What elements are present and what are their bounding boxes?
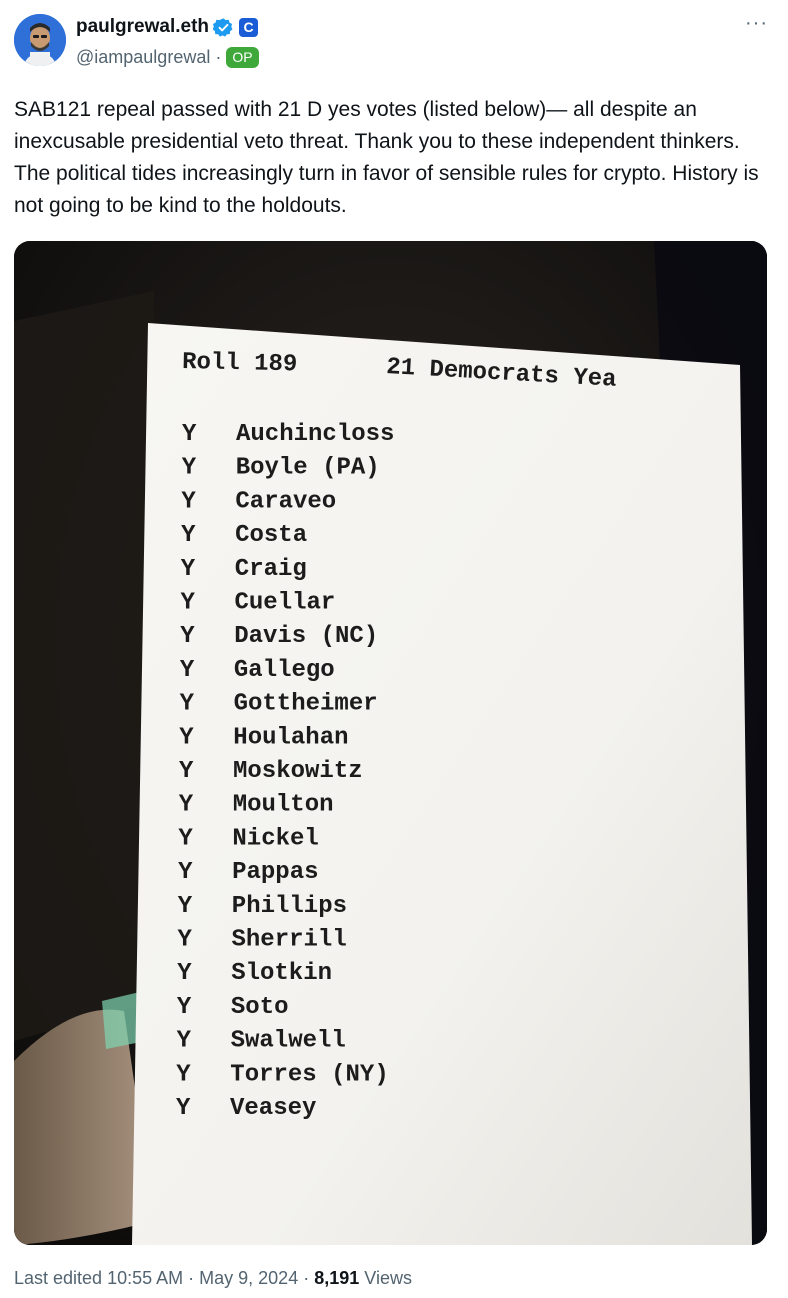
vote-mark: Y [177,892,193,920]
vote-mark: Y [176,1061,191,1089]
vote-mark: Y [182,421,197,448]
member-name: Torres (NY) [230,1061,389,1089]
vote-mark: Y [179,690,195,718]
user-handle[interactable]: @iampaulgrewal [76,46,211,67]
vote-mark: Y [179,758,194,785]
vote-mark: Y [176,1027,192,1055]
vote-mark: Y [180,623,195,651]
vote-mark: Y [181,488,196,516]
member-name: Cuellar [234,589,336,617]
tweet-header [14,12,774,72]
member-name: Davis (NC) [234,623,379,651]
member-name: Gallego [233,656,335,684]
member-name: Gottheimer [233,690,378,718]
vote-mark: Y [181,454,197,482]
member-name: Auchincloss [236,421,395,448]
views-label[interactable]: Views [364,1268,412,1288]
tweet-meta [14,1268,412,1289]
vote-mark: Y [178,791,194,819]
separator-dot: · [215,46,222,67]
member-name: Craig [234,555,307,583]
tweet-text: SAB121 repeal passed with 21 D yes votes (listed below)— all despite an inexcusable presidential veto threat. Thank you to these independent thinkers. The political tides increasingly turn in favor of sensible rules for crypto. History is not going to be kind to the holdouts. [14,98,759,217]
member-name: Costa [235,522,308,550]
vote-mark: Y [179,724,194,752]
member-name: Swalwell [230,1027,346,1055]
more-options-icon[interactable]: ··· [745,12,768,34]
op-badge: OP [226,47,258,68]
vote-mark: Y [179,656,195,684]
display-name[interactable]: paulgrewal.eth [76,16,210,37]
member-name: Caraveo [235,488,337,516]
vote-mark: Y [178,825,193,853]
vote-mark: Y [181,522,196,550]
vote-mark: Y [176,993,192,1021]
receipt-caption: 21 Democrats Yea [385,354,618,394]
vote-mark: Y [178,859,193,887]
verified-badge-icon[interactable] [213,17,234,38]
views-count: 8,191 [314,1268,360,1288]
member-name: Veasey [230,1095,317,1122]
member-name: Moulton [232,791,334,819]
member-name: Nickel [232,825,319,853]
member-name: Moskowitz [233,758,363,785]
tweet-photo[interactable] [14,241,767,1245]
vote-mark: Y [177,960,192,988]
member-name: Phillips [231,892,348,920]
member-name: Slotkin [231,960,333,988]
tweet-date[interactable]: May 9, 2024 [199,1268,299,1288]
member-name: Soto [230,993,289,1021]
member-name: Houlahan [233,724,349,752]
vote-mark: Y [180,555,196,583]
roll-label: Roll 189 [181,349,298,379]
vote-mark: Y [180,589,195,617]
meta-separator: · [303,1268,315,1288]
author-info [76,14,259,70]
edited-time[interactable]: Last edited 10:55 AM [14,1268,184,1288]
member-name: Sherrill [231,926,347,954]
member-name: Pappas [232,859,319,887]
member-name: Boyle (PA) [235,454,380,482]
avatar[interactable] [14,14,66,66]
vote-mark: Y [177,926,192,954]
affiliation-badge[interactable]: C [239,18,258,37]
vote-mark: Y [176,1095,191,1122]
meta-separator: · [188,1268,200,1288]
